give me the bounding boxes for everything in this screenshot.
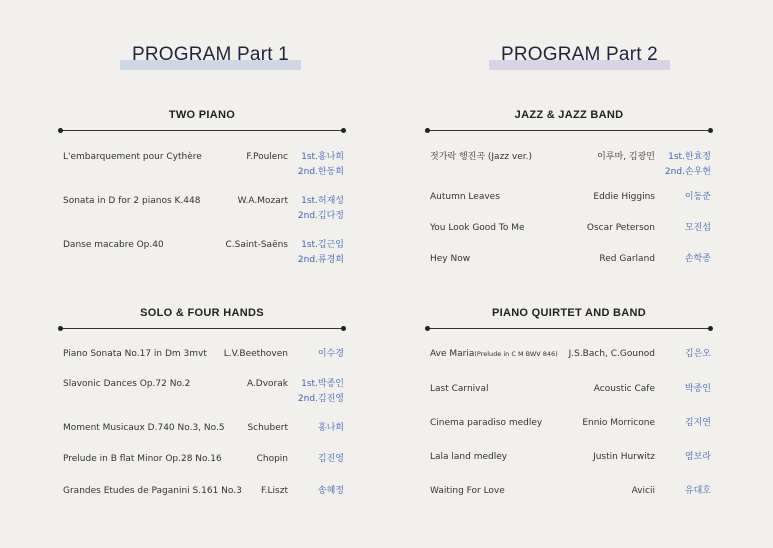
performer: 2nd.김진영	[297, 394, 344, 404]
program-row	[430, 484, 713, 514]
performer: 이수경	[317, 349, 344, 359]
composer: Justin Hurwitz	[593, 452, 655, 462]
performer: 박종인	[684, 384, 711, 394]
performers	[665, 150, 711, 180]
piece-title: Last Carnival	[430, 384, 489, 394]
part-1-title-text: PROGRAM Part 1	[132, 44, 289, 65]
composer: C.Saint-Saëns	[225, 240, 288, 250]
program-row	[63, 238, 346, 268]
program-row	[63, 377, 346, 407]
composer: W.A.Mozart	[237, 196, 288, 206]
composer: Schubert	[247, 423, 288, 433]
section-heading-jazz: JAZZ & JAZZ BAND	[514, 109, 624, 121]
piece-title: Moment Musicaux D.740 No.3, No.5	[63, 423, 225, 433]
program-row	[63, 150, 346, 180]
program-row	[430, 221, 713, 251]
piece-title: Slavonic Dances Op.72 No.2	[63, 379, 191, 389]
piece-title: Lala land medley	[430, 452, 508, 462]
performers	[298, 150, 344, 180]
performers	[685, 252, 711, 267]
performer: 2nd.김다정	[297, 211, 344, 221]
performers	[298, 194, 344, 224]
performers	[318, 421, 344, 436]
performer: 1st.홍나희	[301, 152, 344, 162]
composer: Oscar Peterson	[586, 223, 655, 233]
section-heading-piano-quirtet: PIANO QUIRTET AND BAND	[491, 307, 647, 319]
performers	[318, 347, 344, 362]
performers	[685, 190, 711, 205]
piece-title: Danse macabre Op.40	[63, 240, 164, 250]
program-row	[63, 452, 346, 482]
performer: 염보라	[684, 452, 711, 462]
composer: Avicii	[631, 486, 655, 496]
program-row	[430, 347, 713, 377]
performers	[685, 347, 711, 362]
piece-title: Sonata in D for 2 pianos K.448	[63, 196, 201, 206]
part-2-title-text: PROGRAM Part 2	[501, 44, 658, 65]
performer: 손학종	[684, 254, 711, 264]
performer: 1st.박종인	[301, 379, 344, 389]
composer: Red Garland	[599, 254, 655, 264]
performers	[685, 221, 711, 236]
section-divider	[427, 130, 711, 131]
piece-title: Piano Sonata No.17 in Dm 3mvt	[63, 349, 207, 359]
composer: Eddie Higgins	[593, 192, 655, 202]
composer: F.Liszt	[260, 486, 288, 496]
performer: 1st.한효정	[668, 152, 711, 162]
piece-title: Autumn Leaves	[430, 192, 500, 202]
performers	[685, 416, 711, 431]
piece-title-main: Ave Maria	[430, 349, 475, 359]
performer: 2nd.류경희	[297, 255, 344, 265]
piece-title: L'embarquement pour Cythère	[63, 152, 202, 162]
piece-title: Waiting For Love	[430, 486, 505, 496]
piece-title-subtitle: (Prelude in C M BWV 846)	[474, 350, 558, 358]
program-row	[430, 190, 713, 220]
composer: A.Dvorak	[246, 379, 288, 389]
performers	[685, 382, 711, 397]
section-heading-two-piano: TWO PIANO	[168, 109, 236, 121]
piece-title: 젓가락 행진곡 (Jazz ver.)	[430, 152, 532, 162]
program-row	[63, 484, 346, 514]
section-divider	[427, 328, 711, 329]
composer: F.Poulenc	[246, 152, 288, 162]
performers	[685, 484, 711, 499]
program-row	[430, 416, 713, 446]
performers	[318, 452, 344, 467]
composer: Ennio Morricone	[582, 418, 655, 428]
composer: J.S.Bach, C.Gounod	[568, 349, 655, 359]
performers	[685, 450, 711, 465]
performers	[298, 377, 344, 407]
part-2-title	[489, 44, 670, 70]
part-1-title	[120, 44, 301, 70]
program-row	[63, 194, 346, 224]
program-row	[430, 450, 713, 480]
section-divider	[60, 130, 344, 131]
composer: L.V.Beethoven	[223, 349, 288, 359]
program-row	[430, 382, 713, 412]
piece-title: You Look Good To Me	[430, 223, 525, 233]
composer: Chopin	[256, 454, 288, 464]
piece-title: Prelude in B flat Minor Op.28 No.16	[63, 454, 222, 464]
performer: 모진섭	[684, 223, 711, 233]
performer: 2nd.손우현	[664, 167, 711, 177]
piece-title	[430, 347, 558, 362]
performers	[318, 484, 344, 499]
section-divider	[60, 328, 344, 329]
performer: 김진영	[317, 454, 344, 464]
section-heading-solo-four-hands: SOLO & FOUR HANDS	[140, 307, 264, 319]
program-row	[430, 150, 713, 180]
piece-title: Cinema paradiso medley	[430, 418, 543, 428]
performer: 1st.김근임	[301, 240, 344, 250]
performer: 김은오	[684, 349, 711, 359]
performer: 김지연	[684, 418, 711, 428]
performer: 1st.허재성	[301, 196, 344, 206]
program-row	[63, 347, 346, 377]
performer: 유대호	[684, 486, 711, 496]
performer: 송혜정	[317, 486, 344, 496]
piece-title: Grandes Etudes de Paganini S.161 No.3	[63, 486, 242, 496]
performer: 홍나희	[317, 423, 344, 433]
performer: 이동준	[684, 192, 711, 202]
program-row	[63, 421, 346, 451]
program-row	[430, 252, 713, 282]
composer: 이루마, 김광민	[597, 152, 655, 162]
performer: 2nd.한동희	[297, 167, 344, 177]
composer: Acoustic Cafe	[593, 384, 655, 394]
piece-title: Hey Now	[430, 254, 471, 264]
performers	[298, 238, 344, 268]
